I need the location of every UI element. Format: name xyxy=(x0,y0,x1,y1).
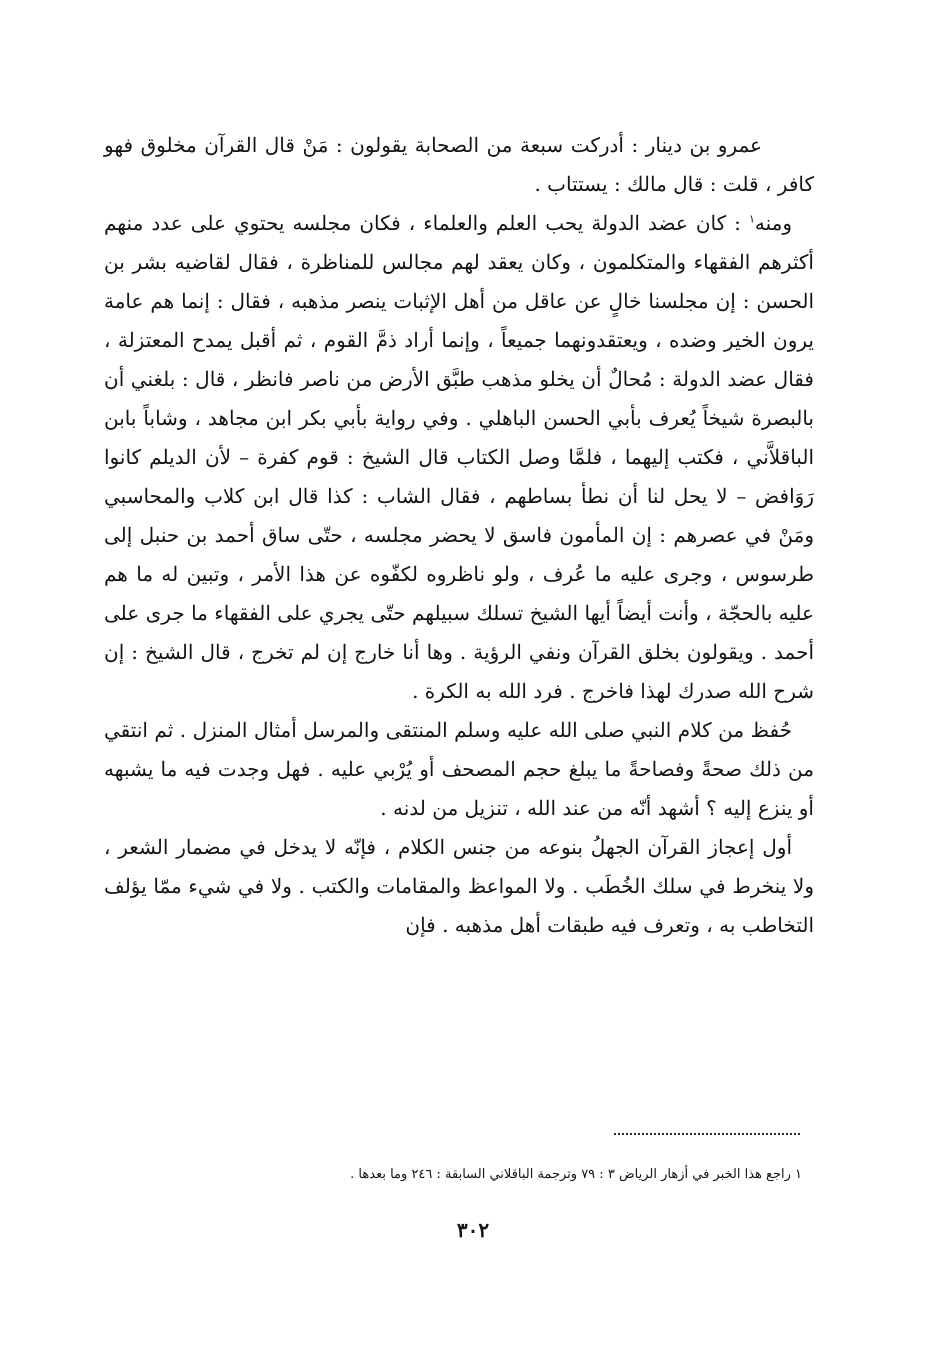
footnote-divider xyxy=(614,1133,800,1135)
paragraph-2-prefix: ومنه xyxy=(754,211,792,235)
body-text xyxy=(104,126,814,945)
paragraph-2-text: كان عضد الدولة يحب العلم والعلماء ، فكان مجلسه يحتوي على عدد منهم أكثرهم الفقهاء والمتكلمون ، وكان يعقد لهم مجالس للمناظرة ، فقال لقاضيه بشر بن الحسن : إن مجلسنا خالٍ عن عاقل من أهل الإثبات ينصر مذهبه ، فقال : إنما هم عامة يرون الخير وضده ، ويعتقدونهما جميعاً ، وإنما أراد ذمَّ القوم ، ثم أقبل يمدح المعتزلة ، فقال عضد الدولة : مُحالٌ أن يخلو مذهب طبَّق الأرض من ناصر فانظر ، قال : بلغني أن بالبصرة شيخاً يُعرف بأبي الحسن الباهلي . وفي رواية بأبي بكر ابن مجاهد ، وشاباً بابن الباقلاَّني ، فكتب إليهما ، فلمَّا وصل الكتاب قال الشيخ : قوم كفرة – لأن الديلم كانوا رَوَافض – لا يحل لنا أن نطأ بساطهم ، فقال الشاب : كذا قال ابن كلاب والمحاسبي ومَنْ في عصرهم : إن المأمون فاسق لا يحضر مجلسه ، حتّى ساق أحمد بن حنبل إلى طرسوس ، وجرى عليه ما عُرف ، ولو ناظروه لكفّوه عن هذا الأمر ، وتبين له ما هم عليه بالحجّة ، وأنت أيضاً أيها الشيخ تسلك سبيلهم حتّى يجري على الفقهاء ما جرى على أحمد . ويقولون بخلق القرآن ونفي الرؤية . وها أنا خارج إن لم تخرج ، قال الشيخ : إن شرح الله صدرك لهذا فاخرج . فرد الله به الكرة . xyxy=(104,211,814,703)
paragraph-4: أول إعجاز القرآن الجهلُ بنوعه من جنس الكلام ، فإنّه لا يدخل في مضمار الشعر ، ولا ينخرط في سلك الخُطَب . ولا المواعظ والمقامات والكتب . ولا في شيء ممّا يؤلف التخاطب به ، وتعرف فيه طبقات أهل مذهبه . فإن xyxy=(104,835,814,937)
footnote: ١ راجع هذا الخبر في أزهار الرياض ٣ : ٧٩ وترجمة الباقلاني السابقة : ٢٤٦ وما بعدها . xyxy=(350,1167,802,1182)
page-number: ٣٠٢ xyxy=(456,1218,490,1242)
paragraph-1: عمرو بن دينار : أدركت سبعة من الصحابة يقولون : مَنْ قال القرآن مخلوق فهو كافر ، قلت : قال مالك : يستتاب . xyxy=(104,133,814,196)
paragraph-2: ومنه$^١$ : كان عضد الدولة يحب العلم والعلماء ، فكان مجلسه يحتوي على عدد منهم أكثرهم الفقهاء والمتكلمون ، وكان يعقد لهم مجالس للمناظرة ، فقال لقاضيه بشر بن الحسن : إن مجلسنا خالٍ عن عاقل من أهل الإثبات ينصر مذهبه ، فقال : إنما هم عامة يرون الخير وضده ، ويعتقدونهما جميعاً ، وإنما أراد ذمَّ القوم ، ثم أقبل يمدح المعتزلة ، فقال عضد الدولة : مُحالٌ أن يخلو مذهب طبَّق الأرض من ناصر فانظر ، قال : بلغني أن بالبصرة شيخاً يُعرف بأبي الحسن الباهلي . وفي رواية بأبي بكر ابن مجاهد ، وشاباً بابن الباقلاَّني ، فكتب إليهما ، فلمَّا وصل الكتاب قال الشيخ : قوم كفرة – لأن الديلم كانوا رَوَافض – لا يحل لنا أن نطأ بساطهم ، فقال الشاب : كذا قال ابن كلاب والمحاسبي ومَنْ في عصرهم : إن المأمون فاسق لا يحضر مجلسه ، حتّى ساق أحمد بن حنبل إلى طرسوس ، وجرى عليه ما عُرف ، ولو ناظروه لكفّوه عن هذا الأمر ، وتبين له ما هم عليه بالحجّة ، وأنت أيضاً أيها الشيخ تسلك سبيلهم حتّى يجري على الفقهاء ما جرى على أحمد . ويقولون بخلق القرآن ونفي الرؤية . وها أنا خارج إن لم تخرج ، قال الشيخ : إن شرح الله صدرك لهذا فاخرج . فرد الله به الكرة . xyxy=(104,211,814,703)
paragraph-3: حُفظ من كلام النبي صلى الله عليه وسلم المنتقى والمرسل أمثال المنزل . ثم انتقي من ذلك صحةً وفصاحةً ما يبلغ حجم المصحف أو يُرْبي عليه . فهل وجدت فيه ما يشبهه أو ينزع إليه ؟ أشهد أنّه من عند الله ، تنزيل من لدنه . xyxy=(104,718,814,820)
footnote-marker: ١ xyxy=(748,212,755,226)
